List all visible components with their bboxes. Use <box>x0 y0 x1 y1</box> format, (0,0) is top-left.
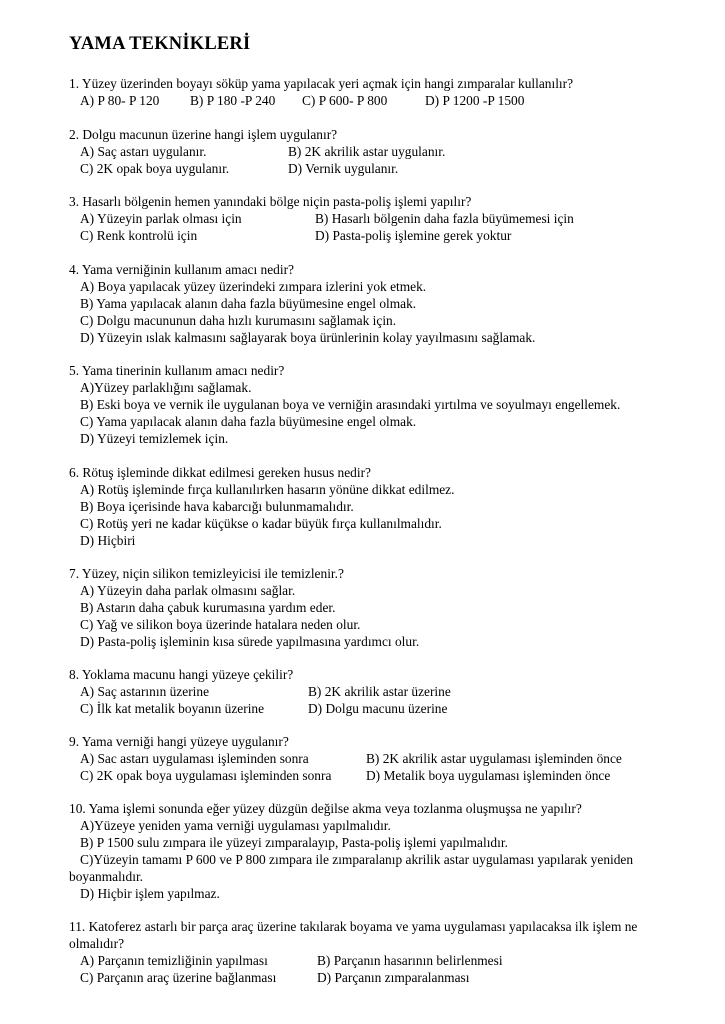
q10-option-c-continued: boyanmalıdır. <box>69 869 144 884</box>
q3-option-d: D) Pasta-poliş işlemine gerek yoktur <box>315 228 512 243</box>
q7-option-d: D) Pasta-poliş işleminin kısa sürede yapılmasına yardımcı olur. <box>80 634 420 649</box>
q10-option-b: B) P 1500 sulu zımpara ile yüzeyi zımparalayıp, Pasta-poliş işlemi yapılmalıdır. <box>80 835 508 850</box>
q9-option-c: C) 2K opak boya uygulaması işleminden sonra <box>80 768 332 783</box>
q7-option-a: A) Yüzeyin daha parlak olmasını sağlar. <box>80 583 296 598</box>
question-3: 3. Hasarlı bölgenin hemen yanındaki bölge niçin pasta-poliş işlemi yapılır? <box>69 194 472 209</box>
q3-option-b: B) Hasarlı bölgenin daha fazla büyümemesi için <box>315 211 574 226</box>
question-5: 5. Yama tinerinin kullanım amacı nedir? <box>69 363 285 378</box>
q2-option-a: A) Saç astarı uygulanır. <box>80 144 207 159</box>
q6-option-b: B) Boya içerisinde hava kabarcığı bulunmamalıdır. <box>80 499 354 514</box>
q10-option-c: C)Yüzeyin tamamı P 600 ve P 800 zımpara ile zımparalanıp akrilik astar uygulaması yapılarak yeniden <box>80 852 634 867</box>
question-8: 8. Yoklama macunu hangi yüzeye çekilir? <box>69 667 294 682</box>
q6-option-c: C) Rotüş yeri ne kadar küçükse o kadar büyük fırça kullanılmalıdır. <box>80 516 442 531</box>
q10-option-d: D) Hiçbir işlem yapılmaz. <box>80 886 220 901</box>
q5-option-b: B) Eski boya ve vernik ile uygulanan boya ve verniğin arasındaki yırtılma ve soyulmayı engellemek. <box>80 397 621 412</box>
question-1: 1. Yüzey üzerinden boyayı söküp yama yapılacak yeri açmak için hangi zımparalar kullanılır? <box>69 76 574 91</box>
question-7: 7. Yüzey, niçin silikon temizleyicisi ile temizlenir.? <box>69 566 344 581</box>
q11-option-d: D) Parçanın zımparalanması <box>317 970 470 985</box>
q7-option-b: B) Astarın daha çabuk kurumasına yardım eder. <box>80 600 336 615</box>
q3-option-a: A) Yüzeyin parlak olması için <box>80 211 242 226</box>
q8-option-d: D) Dolgu macunu üzerine <box>308 701 448 716</box>
q5-option-d: D) Yüzeyi temizlemek için. <box>80 431 229 446</box>
q3-option-c: C) Renk kontrolü için <box>80 228 198 243</box>
q8-option-c: C) İlk kat metalik boyanın üzerine <box>80 701 265 716</box>
q1-option-d: D) P 1200 -P 1500 <box>425 93 525 108</box>
q1-option-c: C) P 600- P 800 <box>302 93 388 108</box>
q11-option-a: A) Parçanın temizliğinin yapılması <box>80 953 268 968</box>
q6-option-a: A) Rotüş işleminde fırça kullanılırken hasarın yönüne dikkat edilmez. <box>80 482 455 497</box>
q4-option-a: A) Boya yapılacak yüzey üzerindeki zımpara izlerini yok etmek. <box>80 279 427 294</box>
q6-option-d: D) Hiçbiri <box>80 533 136 548</box>
page-title: YAMA TEKNİKLERİ <box>69 34 251 54</box>
q5-option-a: A)Yüzey parlaklığını sağlamak. <box>80 380 252 395</box>
q10-option-a: A)Yüzeye yeniden yama verniği uygulaması yapılmalıdır. <box>80 818 391 833</box>
q11-option-b: B) Parçanın hasarının belirlenmesi <box>317 953 503 968</box>
q7-option-c: C) Yağ ve silikon boya üzerinde hatalara neden olur. <box>80 617 361 632</box>
question-6: 6. Rötuş işleminde dikkat edilmesi gereken husus nedir? <box>69 465 371 480</box>
q9-option-d: D) Metalik boya uygulaması işleminden önce <box>366 768 611 783</box>
q5-option-c: C) Yama yapılacak alanın daha fazla büyümesine engel olmak. <box>80 414 417 429</box>
q4-option-c: C) Dolgu macununun daha hızlı kurumasını sağlamak için. <box>80 313 397 328</box>
q4-option-d: D) Yüzeyin ıslak kalmasını sağlayarak boya ürünlerinin kolay yayılmasını sağlamak. <box>80 330 536 345</box>
q1-option-a: A) P 80- P 120 <box>80 93 160 108</box>
question-2: 2. Dolgu macunun üzerine hangi işlem uygulanır? <box>69 127 338 142</box>
q8-option-b: B) 2K akrilik astar üzerine <box>308 684 451 699</box>
question-11: 11. Katoferez astarlı bir parça araç üzerine takılarak boyama ve yama uygulaması yapılacaksa ilk işlem ne <box>69 919 638 934</box>
q2-option-c: C) 2K opak boya uygulanır. <box>80 161 230 176</box>
q8-option-a: A) Saç astarının üzerine <box>80 684 210 699</box>
q9-option-b: B) 2K akrilik astar uygulaması işleminden önce <box>366 751 622 766</box>
q2-option-b: B) 2K akrilik astar uygulanır. <box>288 144 446 159</box>
question-11-continued: olmalıdır? <box>69 936 125 951</box>
question-10: 10. Yama işlemi sonunda eğer yüzey düzgün değilse akma veya tozlanma oluşmuşsa ne yapılır? <box>69 801 582 816</box>
question-4: 4. Yama verniğinin kullanım amacı nedir? <box>69 262 294 277</box>
question-9: 9. Yama verniği hangi yüzeye uygulanır? <box>69 734 289 749</box>
q1-option-b: B) P 180 -P 240 <box>190 93 276 108</box>
q11-option-c: C) Parçanın araç üzerine bağlanması <box>80 970 277 985</box>
q2-option-d: D) Vernik uygulanır. <box>288 161 399 176</box>
q9-option-a: A) Sac astarı uygulaması işleminden sonra <box>80 751 309 766</box>
q4-option-b: B) Yama yapılacak alanın daha fazla büyümesine engel olmak. <box>80 296 417 311</box>
